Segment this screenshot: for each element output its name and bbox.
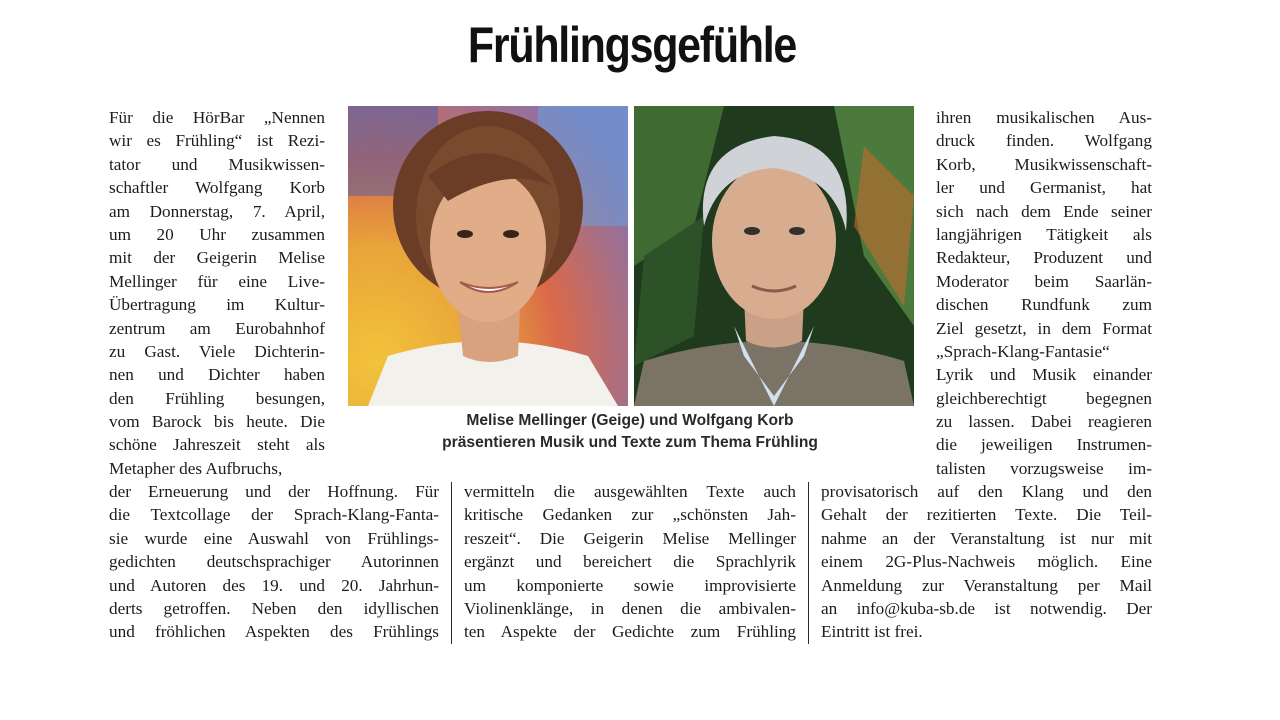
text-line: zu lassen. Dabei reagieren bbox=[936, 412, 1152, 432]
text-line: Eintritt ist frei. bbox=[821, 622, 923, 642]
text-line: um 20 Uhr zusammen bbox=[109, 224, 325, 244]
headline: Frühlingsgefühle bbox=[467, 17, 797, 73]
text-line: Mellinger für eine Live- bbox=[109, 271, 325, 291]
caption-line-1: Melise Mellinger (Geige) und Wolfgang Korb bbox=[466, 412, 794, 429]
text-line: Lyrik und Musik einander bbox=[936, 365, 1152, 385]
text-line: ergänzt und bereichert die Sprachlyrik bbox=[464, 552, 796, 572]
column-lower-left bbox=[109, 480, 439, 644]
text-line: kritische Gedanken zur „schönsten Jah- bbox=[464, 505, 796, 525]
text-line: schaftler Wolfgang Korb bbox=[109, 178, 325, 198]
text-line: gleichberechtigt begegnen bbox=[936, 388, 1152, 408]
text-line: den Frühling besungen, bbox=[109, 388, 325, 408]
text-line: gedichten deutschsprachiger Autorinnen bbox=[109, 552, 439, 572]
column-lower-right bbox=[821, 480, 1152, 644]
text-line: Für die HörBar „Nennen bbox=[109, 108, 325, 127]
text-line: derts getroffen. Neben den idyllischen bbox=[109, 598, 439, 618]
text-line: langjährigen Tätigkeit als bbox=[936, 224, 1152, 244]
text-line: Metapher des Aufbruchs, bbox=[109, 458, 283, 478]
column-upper-right bbox=[936, 106, 1152, 480]
text-line: tator und Musikwissen- bbox=[109, 154, 325, 174]
text-line: schöne Jahreszeit steht als bbox=[109, 435, 325, 455]
text-line: am Donnerstag, 7. April, bbox=[109, 201, 325, 221]
text-line: mit der Geigerin Melise bbox=[109, 248, 325, 268]
text-line: dischen Rundfunk zum bbox=[936, 295, 1152, 315]
text-line: druck finden. Wolfgang bbox=[936, 131, 1152, 151]
text-line: an info@kuba-sb.de ist notwendig. Der bbox=[821, 598, 1152, 618]
text-line: talisten vorzugsweise im- bbox=[936, 458, 1152, 478]
text-line: reszeit“. Die Geigerin Melise Mellinger bbox=[464, 528, 796, 548]
text-line: nahme an der Veranstaltung ist nur mit bbox=[821, 528, 1152, 548]
text-line: vom Barock bis heute. Die bbox=[109, 412, 325, 432]
text-line: vermitteln die ausgewählten Texte auch bbox=[464, 482, 796, 501]
text-line: Violinenklänge, in denen die ambivalen- bbox=[464, 598, 796, 618]
text-line: Übertragung im Kultur- bbox=[109, 295, 325, 315]
text-line: Ziel gesetzt, in dem Format bbox=[936, 318, 1152, 338]
text-line: wir es Frühling“ ist Rezi- bbox=[109, 131, 325, 151]
text-line: zentrum am Eurobahnhof bbox=[109, 318, 325, 338]
photo-wolfgang-korb bbox=[634, 106, 914, 406]
text-line: und Autoren des 19. und 20. Jahrhun- bbox=[109, 575, 439, 595]
column-upper-left bbox=[109, 106, 325, 480]
text-line: Korb, Musikwissenschaft- bbox=[936, 154, 1152, 174]
photo-melise-mellinger bbox=[348, 106, 628, 406]
column-divider bbox=[451, 482, 452, 644]
column-lower-middle bbox=[464, 480, 796, 644]
text-line: und fröhlichen Aspekten des Frühlings bbox=[109, 622, 439, 642]
text-line: Gehalt der rezitierten Texte. Die Teil- bbox=[821, 505, 1152, 525]
text-line: ihren musikalischen Aus- bbox=[936, 108, 1152, 127]
text-line: „Sprach-Klang-Fantasie“ bbox=[936, 341, 1110, 361]
text-line: sich nach dem Ende seiner bbox=[936, 201, 1152, 221]
text-line: Anmeldung zur Veranstaltung per Mail bbox=[821, 575, 1152, 595]
text-line: nen und Dichter haben bbox=[109, 365, 325, 385]
text-line: die jeweiligen Instrumen- bbox=[936, 435, 1152, 455]
text-line: die Textcollage der Sprach-Klang-Fanta- bbox=[109, 505, 439, 525]
column-divider bbox=[808, 482, 809, 644]
text-line: um komponierte sowie improvisierte bbox=[464, 575, 796, 595]
text-line: provisatorisch auf den Klang und den bbox=[821, 482, 1152, 501]
text-line: der Erneuerung und der Hoffnung. Für bbox=[109, 482, 439, 501]
text-line: einem 2G-Plus-Nachweis möglich. Eine bbox=[821, 552, 1152, 572]
text-line: sie wurde eine Auswahl von Frühlings- bbox=[109, 528, 439, 548]
text-line: Redakteur, Produzent und bbox=[936, 248, 1152, 268]
text-line: Moderator beim Saarlän- bbox=[936, 271, 1152, 291]
text-line: ten Aspekte der Gedichte zum Frühling bbox=[464, 622, 796, 642]
text-line: zu Gast. Viele Dichterin- bbox=[109, 341, 325, 361]
caption-line-2: präsentieren Musik und Texte zum Thema Frühling bbox=[442, 434, 818, 451]
photo-caption bbox=[380, 410, 880, 454]
text-line: ler und Germanist, hat bbox=[936, 178, 1152, 198]
